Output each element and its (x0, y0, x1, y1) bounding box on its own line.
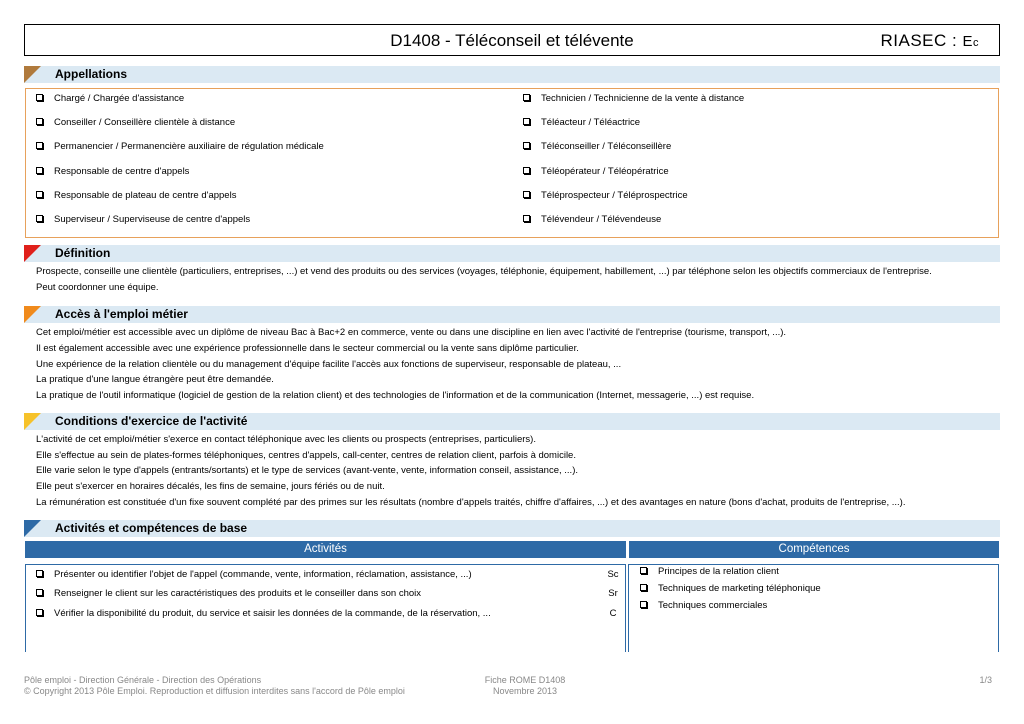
conditions-line: Elle peut s'exercer en horaires décalés, les fins de semaine, jours fériés ou de nuit. (36, 481, 385, 492)
appellation-item: Chargé / Chargée d'assistance (36, 93, 184, 105)
riasec-minor: c (973, 37, 979, 49)
acces-line: La pratique de l'outil informatique (logiciel de gestion de la relation client) et des technologies de l'information et de la communication (Internet, messagerie, ...) est requise. (36, 390, 755, 401)
acces-line: La pratique d'une langue étrangère peut être demandée. (36, 374, 274, 385)
acces-line: Il est également accessible avec une expérience professionnelle dans le secteur commercial ou la vente sans diplôme particulier. (36, 343, 579, 354)
appellation-item: Conseiller / Conseillère clientèle à distance (36, 117, 235, 129)
riasec-label: RIASEC : (880, 31, 958, 50)
section-acces (24, 306, 1000, 323)
appellation-item: Permanencier / Permanencière auxiliaire de régulation médicale (36, 141, 324, 153)
appellation-item: Téléacteur / Téléactrice (523, 117, 640, 129)
checkbox-icon (36, 191, 43, 198)
appellation-item: Télévendeur / Télévendeuse (523, 214, 661, 226)
competence-item: Principes de la relation client (640, 566, 779, 578)
conditions-line: Elle s'effectue au sein de plates-formes téléphoniques, centres d'appels, call-center, centres de relation client, parfois à domicile. (36, 450, 576, 461)
conditions-line: Elle varie selon le type d'appels (entrants/sortants) et le type de services (avant-vente, vente, information conseil, assistance, ...). (36, 465, 578, 476)
appellation-item: Téléopérateur / Téléopératrice (523, 166, 669, 178)
checkbox-icon (36, 570, 43, 577)
activite-riasec-code: Sc (607, 569, 619, 580)
acces-line: Cet emploi/métier est accessible avec un diplôme de niveau Bac à Bac+2 en commerce, vente ou dans une discipline en lien avec l'activité de l'entreprise (tourisme, transport, ...). (36, 327, 787, 338)
triangle-yellow-icon (24, 413, 41, 430)
triangle-red-icon (24, 245, 41, 262)
column-header-activites: Activités (25, 541, 626, 558)
footer-fiche: Fiche ROME D1408 (484, 675, 566, 685)
activite-item: Renseigner le client sur les caractéristiques des produits et le conseiller dans son choix (36, 588, 421, 600)
section-title: Activités et compétences de base (55, 521, 248, 535)
section-title: Appellations (55, 67, 128, 81)
checkbox-icon (36, 94, 43, 101)
checkbox-icon (523, 215, 530, 222)
section-conditions (24, 413, 1000, 430)
footer-page-number: 1/3 (979, 675, 992, 685)
checkbox-icon (523, 142, 530, 149)
competence-item: Techniques de marketing téléphonique (640, 583, 821, 595)
definition-line: Prospecte, conseille une clientèle (particuliers, entreprises, ...) et vend des produits ou des services (voyages, téléphonie, équipement, habillement, ...) par téléphone selon les objectifs commerciaux de l'entreprise. (36, 266, 932, 277)
checkbox-icon (523, 118, 530, 125)
definition-line: Peut coordonner une équipe. (36, 282, 159, 293)
footer-org: Pôle emploi - Direction Générale - Direction des Opérations (24, 675, 262, 685)
riasec-code (881, 31, 980, 51)
checkbox-icon (36, 167, 43, 174)
footer-center (470, 675, 580, 697)
triangle-orange-icon (24, 306, 41, 323)
section-appellations (24, 66, 1000, 83)
acces-line: Une expérience de la relation clientèle ou du management d'équipe facilite l'accès aux fonctions de superviseur, responsable de plateau, ... (36, 359, 622, 370)
title-box (24, 24, 1000, 56)
competence-item: Techniques commerciales (640, 600, 767, 612)
checkbox-icon (36, 118, 43, 125)
activite-item: Vérifier la disponibilité du produit, du service et saisir les données de la commande, de la réservation, ... (36, 608, 491, 620)
section-title: Conditions d'exercice de l'activité (55, 414, 248, 428)
appellation-item: Superviseur / Superviseuse de centre d'appels (36, 214, 250, 226)
appellation-item: Téléconseiller / Téléconseillère (523, 141, 671, 153)
page-title: D1408 - Téléconseil et télévente (390, 31, 634, 50)
footer-left (24, 675, 405, 697)
appellation-item: Technicien / Technicienne de la vente à distance (523, 93, 744, 105)
section-activites (24, 520, 1000, 537)
column-header-competences: Compétences (629, 541, 999, 558)
riasec-major: E (962, 33, 973, 50)
appellation-item: Téléprospecteur / Téléprospectrice (523, 190, 688, 202)
checkbox-icon (640, 584, 647, 591)
conditions-line: L'activité de cet emploi/métier s'exerce en contact téléphonique avec les clients ou prospects (entreprises, particuliers). (36, 434, 536, 445)
checkbox-icon (523, 191, 530, 198)
section-title: Définition (55, 246, 111, 260)
activite-riasec-code: Sr (608, 588, 618, 599)
checkbox-icon (36, 142, 43, 149)
conditions-line: La rémunération est constituée d'un fixe souvent complété par des primes sur les résultats (nombre d'appels traités, chiffre d'affaires, ...) et des avantages en nature (bons d'achat, produits de l'entreprise, ...). (36, 497, 906, 508)
triangle-brown-icon (24, 66, 41, 83)
appellation-item: Responsable de centre d'appels (36, 166, 189, 178)
checkbox-icon (36, 589, 43, 596)
activite-riasec-code: C (609, 608, 617, 619)
section-definition (24, 245, 1000, 262)
checkbox-icon (36, 609, 43, 616)
appellation-item: Responsable de plateau de centre d'appels (36, 190, 236, 202)
footer-copyright: © Copyright 2013 Pôle Emploi. Reproduction et diffusion interdites sans l'accord de Pôle emploi (24, 686, 405, 696)
checkbox-icon (640, 601, 647, 608)
checkbox-icon (640, 567, 647, 574)
triangle-blue-icon (24, 520, 41, 537)
section-title: Accès à l'emploi métier (55, 307, 188, 321)
checkbox-icon (523, 94, 530, 101)
activite-item: Présenter ou identifier l'objet de l'appel (commande, vente, information, réclamation, assistance, ...) (36, 569, 472, 581)
checkbox-icon (36, 215, 43, 222)
footer-date: Novembre 2013 (492, 686, 558, 696)
checkbox-icon (523, 167, 530, 174)
